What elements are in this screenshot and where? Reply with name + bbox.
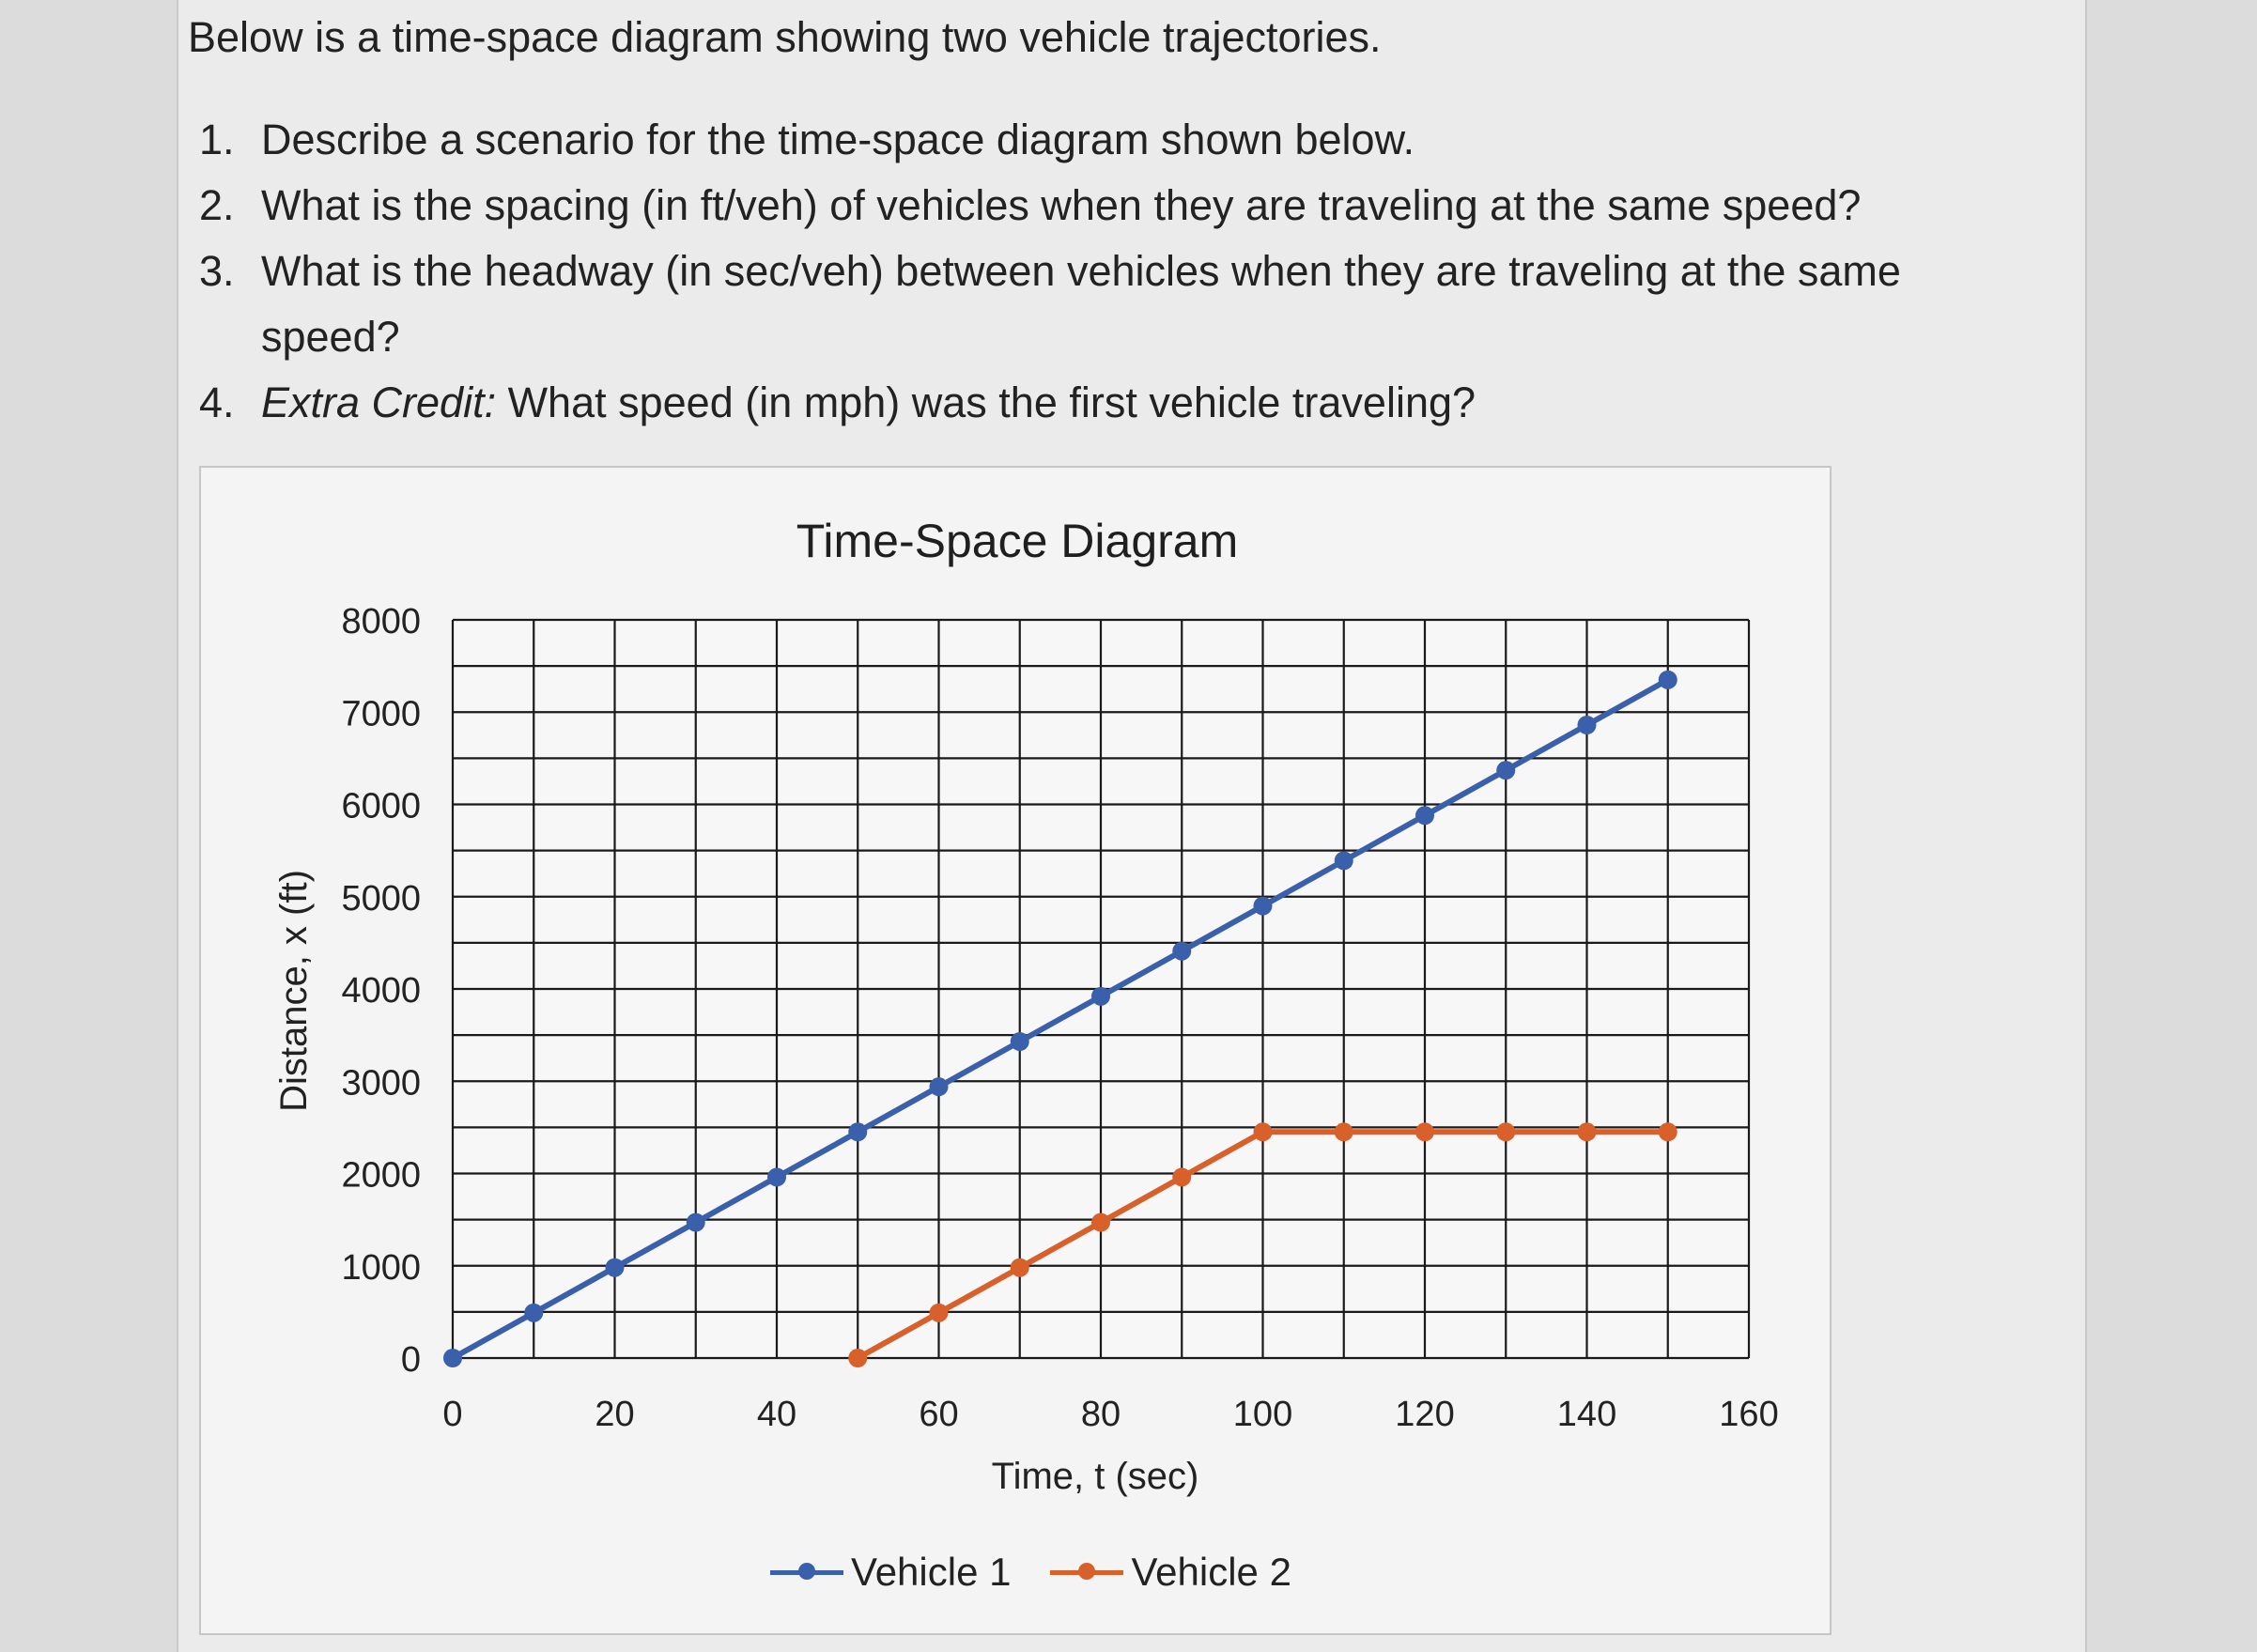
question-number: 4. — [199, 378, 235, 426]
x-tick-label: 160 — [1719, 1395, 1779, 1434]
series-vehicle-2-point — [1415, 1122, 1434, 1141]
series-vehicle-2-point — [848, 1349, 867, 1367]
series-vehicle-2-point — [1254, 1122, 1273, 1141]
y-tick-label: 7000 — [341, 694, 421, 734]
y-tick-label: 0 — [400, 1340, 421, 1380]
x-tick-label: 20 — [595, 1395, 635, 1434]
question-text: What is the spacing (in ft/veh) of vehicles when they are traveling at the same speed? — [261, 181, 1862, 229]
series-vehicle-2-point — [1335, 1122, 1353, 1141]
series-vehicle-1-point — [606, 1258, 625, 1277]
y-tick-label: 2000 — [341, 1155, 421, 1196]
x-tick-label: 120 — [1395, 1395, 1455, 1434]
extra-credit-label: Extra Credit: — [261, 378, 497, 426]
series-vehicle-1-point — [1091, 987, 1110, 1006]
series-vehicle-1-point — [1578, 716, 1597, 734]
question-text: What is the headway (in sec/veh) between vehicles when they are traveling at the same speed? — [261, 247, 1901, 361]
legend-marker-vehicle-2 — [1050, 1563, 1123, 1582]
legend-marker-vehicle-1 — [770, 1563, 843, 1582]
question-number: 3. — [199, 247, 235, 295]
series-vehicle-1-point — [687, 1213, 705, 1232]
x-axis-label: Time, t (sec) — [991, 1456, 1199, 1497]
y-tick-label: 3000 — [341, 1063, 421, 1104]
series-vehicle-1-point — [1496, 761, 1515, 780]
series-vehicle-2-point — [1659, 1122, 1677, 1141]
series-vehicle-2-point — [1011, 1258, 1029, 1277]
legend-item-vehicle-1 — [770, 1550, 1011, 1595]
chart-legend — [770, 1546, 1291, 1598]
legend-item-vehicle-2 — [1050, 1550, 1291, 1595]
series-vehicle-1-point — [767, 1167, 786, 1186]
series-vehicle-1-point — [1172, 942, 1191, 961]
question-text: Describe a scenario for the time-space diagram shown below. — [261, 116, 1415, 163]
series-vehicle-1-point — [443, 1349, 462, 1367]
y-axis-label: Distance, x (ft) — [273, 870, 315, 1112]
legend-label: Vehicle 1 — [851, 1550, 1012, 1594]
intro-text: Below is a time-space diagram showing two vehicle trajectories. — [188, 13, 1382, 61]
question-number: 2. — [199, 181, 235, 229]
series-vehicle-1-point — [1415, 806, 1434, 825]
series-vehicle-1-point — [930, 1077, 949, 1096]
y-tick-label: 1000 — [341, 1247, 421, 1288]
x-tick-label: 60 — [919, 1395, 959, 1434]
series-vehicle-1-point — [524, 1304, 543, 1322]
series-vehicle-1-point — [1659, 671, 1677, 689]
legend-label: Vehicle 2 — [1131, 1550, 1291, 1594]
y-tick-label: 4000 — [341, 971, 421, 1011]
series-vehicle-2-point — [930, 1304, 949, 1322]
series-vehicle-1-point — [1254, 897, 1273, 916]
series-vehicle-1-point — [848, 1122, 867, 1141]
x-tick-label: 40 — [756, 1395, 797, 1434]
series-vehicle-2-point — [1172, 1167, 1191, 1186]
x-tick-label: 100 — [1232, 1395, 1293, 1434]
question-number: 1. — [199, 116, 235, 163]
y-tick-label: 6000 — [341, 786, 421, 826]
chart-title: Time-Space Diagram — [796, 515, 1239, 567]
series-vehicle-2-point — [1578, 1122, 1597, 1141]
question-text: What speed (in mph) was the first vehicle traveling? — [496, 378, 1476, 426]
x-tick-label: 80 — [1080, 1395, 1121, 1434]
x-tick-label: 140 — [1556, 1395, 1617, 1434]
series-vehicle-1-point — [1011, 1032, 1029, 1051]
series-vehicle-1-point — [1335, 851, 1353, 870]
y-tick-label: 5000 — [341, 878, 421, 919]
x-tick-label: 0 — [442, 1395, 463, 1434]
series-vehicle-2-point — [1091, 1213, 1110, 1232]
series-vehicle-2-point — [1496, 1122, 1515, 1141]
y-tick-label: 8000 — [341, 602, 421, 641]
